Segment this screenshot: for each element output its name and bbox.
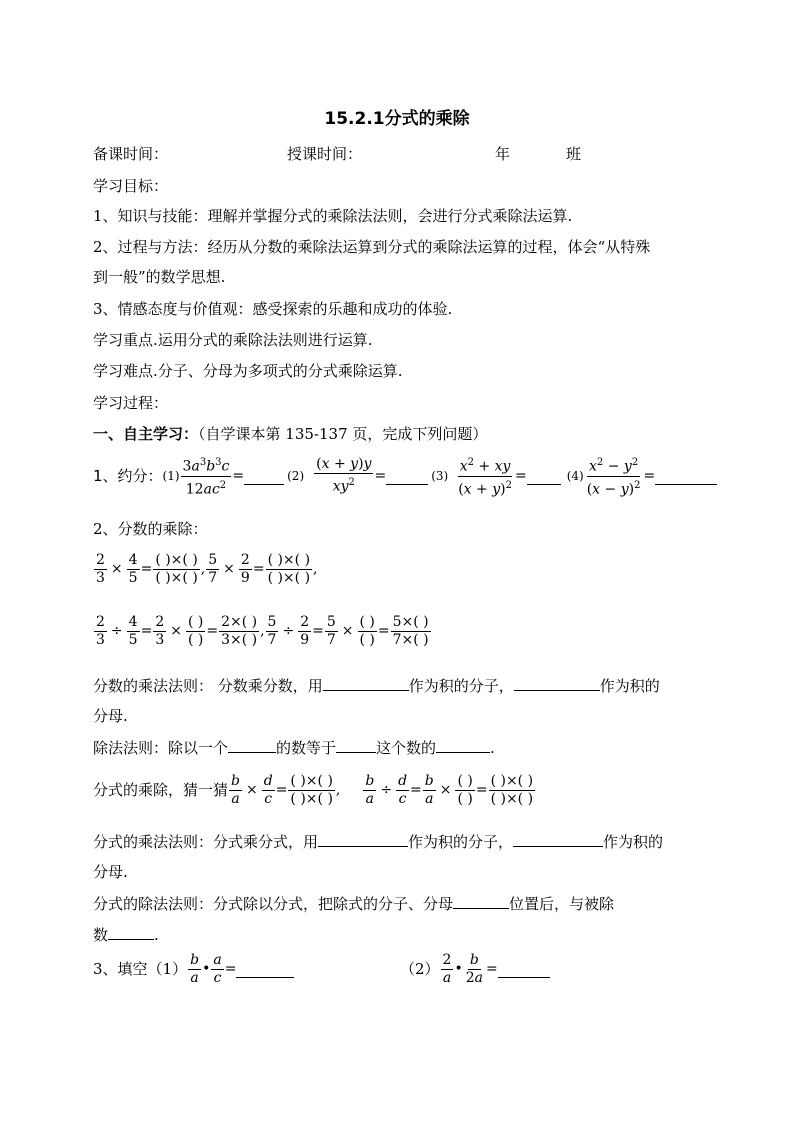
div-rule-mid-2: 这个数的 xyxy=(376,739,437,757)
frac-b-a-2: $\frac{b}{a}$ xyxy=(424,772,434,807)
q1-fraction-2: $\frac{(x + y)y}{xy^2}$ xyxy=(316,456,372,495)
frac-div-rule-suffix: 位置后，与被除 xyxy=(509,895,615,913)
frac-2-3-b: $\frac{2}{3}$ xyxy=(96,613,105,648)
frac-4-5-b: $\frac{4}{5}$ xyxy=(128,613,138,648)
frac-div-rule-line-2 xyxy=(93,923,159,946)
fraction-div-examples: $\frac{2}{3}$ ÷ $\frac{4}{5}$ = $\frac{2}{3}$ × $\frac{( )}{( )}$ = $\frac{2\times( )}{3\times( )}$ , $\frac{5}{7}$ ÷ $\frac{2}{9}$ = $\frac{5}{7}$ × $\frac{( )}{( )}$ = $\frac{5\times( )}{7\times( )}$ xyxy=(96,613,429,648)
frac-mult-rule-suffix: 作为积的 xyxy=(603,833,664,851)
div-rule-prefix: 除法法则：除以一个 xyxy=(93,739,229,757)
fraction-mult-examples: $\frac{2}{3}$ × $\frac{4}{5}$ = $\frac{( )\times( )}{( )\times( )}$ , $\frac{5}{7}$ × $\frac{2}{9}$ = $\frac{( )\times( )}{( )\times( )}$ , xyxy=(96,551,318,586)
q1-part1-label: (1) xyxy=(162,469,180,483)
frac-5-7-b: $\frac{5}{7}$ xyxy=(267,613,277,648)
section-1-heading-row xyxy=(93,423,487,445)
q3-part-2-row: （2） $\frac{2}{a}$ • $\frac{b}{2a}$ = xyxy=(400,948,550,990)
q3-frac-2-a: $\frac{2}{a}$ xyxy=(442,951,452,986)
frac-2-3-c: $\frac{2}{3}$ xyxy=(155,613,165,648)
frac-mult-rule-mid: 作为积的分子， xyxy=(408,833,514,851)
div-rule-mid-1: 的数等于 xyxy=(276,739,337,757)
mult-rule-line-2: 分母. xyxy=(93,707,128,725)
frac-div-rule-prefix: 分式的除法法则：分式除以分式，把除式的分子、分母 xyxy=(93,895,454,913)
mult-rule-blank-2[interactable] xyxy=(514,674,600,691)
q3-frac-b-2a: $\frac{b}{2a}$ xyxy=(465,951,484,986)
mult-rule-suffix: 作为积的 xyxy=(599,677,660,695)
q3-label: 3、填空（1） xyxy=(93,960,188,978)
q1-row: 1、约分： (1) $\frac{3a^3b^3c}{12ac^2}$ = (2) $\frac{(x + y)y}{xy^2}$ = (3) $\frac{x^2 + xy}{(x + y)^2}$ = (4) $\frac{x^2 - y^2}{(x - y)^2}$ = xyxy=(93,452,717,500)
frac-div-rule-line2-prefix: 数 xyxy=(93,926,109,944)
q3-blank-1[interactable] xyxy=(236,961,294,978)
frac-mult-rule-prefix: 分式的乘法法则：分式乘分式，用 xyxy=(93,833,319,851)
frac-div-rule-blank-2[interactable] xyxy=(108,923,154,940)
q1-fraction-4: $\frac{x^2 - y^2}{(x - y)^2}$ xyxy=(585,454,643,498)
q2-label: 2、分数的乘除： xyxy=(93,520,208,538)
key-point: 学习重点.运用分式的乘除法法则进行运算. xyxy=(93,331,373,349)
frac-blank-result-1: $\frac{2\times( )}{3\times( )}$ xyxy=(221,613,258,648)
div-rule-suffix: . xyxy=(490,739,495,757)
q1-blank-1[interactable] xyxy=(244,468,284,485)
q3-frac-b-a: $\frac{b}{a}$ xyxy=(190,951,200,986)
page-title: 15.2.1分式的乘除 xyxy=(324,109,470,129)
frac-b-a-div: $\frac{b}{a}$ xyxy=(365,772,375,807)
objective-3: 3、情感态度与价值观：感受探索的乐趣和成功的体验. xyxy=(93,300,453,318)
frac-blank-result-2: $\frac{5\times( )}{7\times( )}$ xyxy=(392,613,429,648)
guess-prefix: 分式的乘除，猜一猜 xyxy=(93,781,229,799)
difficult-point: 学习难点.分子、分母为多项式的分式乘除运算. xyxy=(93,362,403,380)
frac-blank-product-2: $\frac{( )\times( )}{( )\times( )}$ xyxy=(267,551,311,586)
frac-5-7-c: $\frac{5}{7}$ xyxy=(326,613,336,648)
frac-blank-guess-mult: $\frac{( )\times( )}{( )\times( )}$ xyxy=(290,772,333,807)
div-rule-blank-2[interactable] xyxy=(336,736,376,753)
objective-2-line-1: 2、过程与方法：经历从分数的乘除法运算到分式的乘除法运算的过程，体会“从特殊 xyxy=(93,238,651,256)
frac-5-7: $\frac{5}{7}$ xyxy=(208,551,218,586)
q1-fraction-1: $\frac{3a^3b^3c}{12ac^2}$ xyxy=(181,454,232,498)
div-rule-blank-1[interactable] xyxy=(228,736,276,753)
teach-time-label: 授课时间： xyxy=(287,145,363,163)
frac-div-rule-blank-1[interactable] xyxy=(453,892,509,909)
frac-mult-rule-line-2: 分母. xyxy=(93,863,128,881)
teach-time-row xyxy=(287,143,362,165)
class-label: 班 xyxy=(566,145,582,163)
frac-blank-guess-recip: $\frac{( )}{( )}$ xyxy=(457,772,473,807)
div-rule xyxy=(93,736,495,759)
frac-4-5: $\frac{4}{5}$ xyxy=(128,551,138,586)
objective-2-line-2: 到一般”的数学思想. xyxy=(93,268,226,286)
q1-blank-3[interactable] xyxy=(527,468,561,485)
mult-rule-mid: 作为积的分子， xyxy=(408,677,514,695)
frac-mult-rule-line-1 xyxy=(93,830,663,853)
frac-mult-rule-blank-1[interactable] xyxy=(318,830,408,847)
frac-blank-guess-div: $\frac{( )\times( )}{( )\times( )}$ xyxy=(490,772,534,807)
header-row xyxy=(93,143,168,165)
q1-blank-4[interactable] xyxy=(655,468,717,485)
frac-d-c-div: $\frac{d}{c}$ xyxy=(398,772,408,807)
frac-2-3: $\frac{2}{3}$ xyxy=(96,551,105,586)
frac-div-rule-line-1 xyxy=(93,892,614,915)
frac-blank-product-1: $\frac{( )\times( )}{( )\times( )}$ xyxy=(155,551,198,586)
q1-part3-label: (3) xyxy=(431,469,449,483)
frac-blank-reciprocal-2: $\frac{( )}{( )}$ xyxy=(359,613,375,648)
q3-frac-a-c: $\frac{a}{c}$ xyxy=(213,951,222,986)
mult-rule-blank-1[interactable] xyxy=(323,674,409,691)
prep-time-label: 备课时间： xyxy=(93,145,169,163)
q1-part4-label: (4) xyxy=(566,469,584,483)
year-label: 年 xyxy=(495,145,511,163)
q3-row: 3、填空（1） $\frac{b}{a}$ • $\frac{a}{c}$ = xyxy=(93,948,294,990)
frac-2-9-b: $\frac{2}{9}$ xyxy=(300,613,310,648)
guess-row: 分式的乘除，猜一猜 $\frac{b}{a}$ × $\frac{d}{c}$ = $\frac{( )\times( )}{( )\times( )}$ , $\frac{b}{a}$ ÷ $\frac{d}{c}$ = $\frac{b}{a}$ × $\frac{( )}{( )}$ = $\frac{( )\times( )}{( )\times( )}$ xyxy=(93,772,534,807)
div-rule-blank-3[interactable] xyxy=(436,736,490,753)
mult-rule-line-1 xyxy=(93,674,660,697)
q1-label: 1、约分： xyxy=(93,467,163,485)
frac-div-rule-line2-suffix: . xyxy=(154,926,159,944)
mult-rule-prefix: 分数的乘法法则： 分数乘分数，用 xyxy=(93,677,323,695)
frac-b-a: $\frac{b}{a}$ xyxy=(231,772,240,807)
process-heading: 学习过程： xyxy=(93,394,169,412)
frac-blank-reciprocal-1: $\frac{( )}{( )}$ xyxy=(187,613,204,648)
section-1-note: （自学课本第 135-137 页，完成下列问题） xyxy=(198,425,488,443)
q3-part-2-label: （2） xyxy=(400,960,440,978)
q1-fraction-3: $\frac{x^2 + xy}{(x + y)^2}$ xyxy=(456,454,514,498)
frac-mult-rule-blank-2[interactable] xyxy=(513,830,603,847)
q1-part2-label: (2) xyxy=(287,469,305,483)
section-1-heading: 一、自主学习： xyxy=(93,425,199,443)
frac-2-9: $\frac{2}{9}$ xyxy=(240,551,250,586)
objective-1: 1、知识与技能：理解并掌握分式的乘除法法则，会进行分式乘除法运算. xyxy=(93,207,573,225)
q1-blank-2[interactable] xyxy=(386,468,428,485)
q3-blank-2[interactable] xyxy=(498,961,550,978)
objectives-heading: 学习目标： xyxy=(93,177,169,195)
frac-d-c: $\frac{d}{c}$ xyxy=(263,772,273,807)
